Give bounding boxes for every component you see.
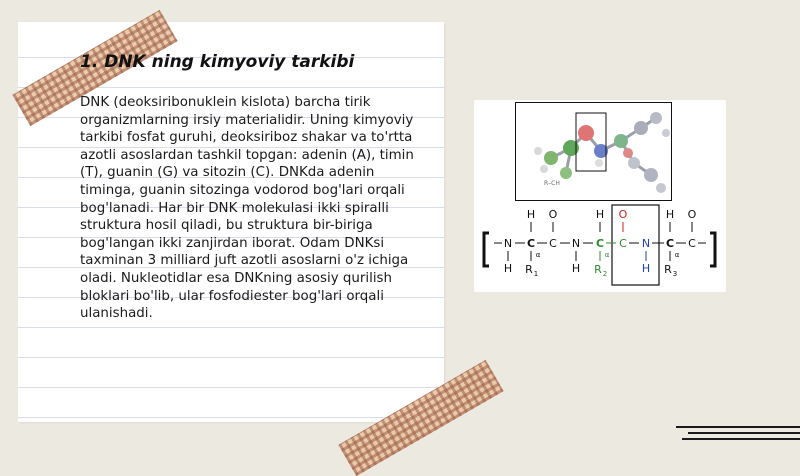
- chain-n3: N: [641, 237, 651, 250]
- left-bracket: [484, 233, 489, 266]
- peptide-figure: [474, 100, 726, 292]
- slide-title: 1. DNK ning kimyoviy tarkibi: [80, 52, 355, 72]
- alpha-1: α: [535, 251, 541, 259]
- atom-top-o2: O: [618, 208, 628, 221]
- r-group-1: R: [525, 263, 533, 276]
- right-bracket: [710, 233, 715, 266]
- chain-c1: C: [526, 237, 536, 250]
- model-label: R–CH: [544, 180, 560, 187]
- slide-body-text: DNK (deoksiribonuklein kislota) barcha tirik organizmlarning irsiy materialidir. Uning kimyoviy tarkibi fosfat guruhi, deoksiriboz shakar va to'rtta azotli asoslardan tashkil topgan: adenin (A), timin (T), guanin (G) va sitozin (C). DNKda adenin timinga, guanin sitozinga vodorod bog'lari orqali bog'lanadi. Har bir DNK molekulasi ikki spiralli struktura hosil qiladi, bu struktura bir-biriga bog'langan ikki zanjirdan iborat. Odam DNKsi taxminan 3 milliard juft azotli asoslarni o'z ichiga oladi. Nukleotidlar esa DNKning asosiy qurilish bloklari bo'lib, ular fosfodiester bog'lari orqali ulanishadi.: [80, 95, 414, 322]
- chain-n1: N: [503, 237, 513, 250]
- chain-c4: C: [619, 237, 627, 250]
- r-group-3-sub: 3: [672, 270, 678, 278]
- atom-bottom-h2: H: [571, 262, 581, 275]
- r-group-3: R: [664, 263, 672, 276]
- peptide-formula: [474, 200, 726, 290]
- r-group-1-sub: 1: [533, 270, 539, 278]
- atom-bottom-h1: H: [503, 262, 513, 275]
- atom-top-h2: H: [595, 208, 605, 221]
- chain-c3: C: [595, 237, 605, 250]
- decorative-lines: [676, 418, 800, 450]
- ball-and-stick-model: [516, 103, 671, 200]
- chain-c5: C: [665, 237, 675, 250]
- atom-bottom-h3: H: [641, 262, 651, 275]
- chain-c2: C: [549, 237, 557, 250]
- chain-n2: N: [571, 237, 581, 250]
- atom-top-o1: O: [548, 208, 558, 221]
- alpha-2: α: [604, 251, 610, 259]
- chain-c6: C: [688, 237, 696, 250]
- atom-top-h1: H: [526, 208, 536, 221]
- molecule-model-image: [515, 102, 672, 201]
- r-group-2-sub: 2: [602, 270, 608, 278]
- alpha-3: α: [674, 251, 680, 259]
- r-group-2: R: [594, 263, 602, 276]
- atom-top-o3: O: [687, 208, 697, 221]
- atom-top-h3: H: [665, 208, 675, 221]
- washi-tape-bottom: [338, 360, 503, 476]
